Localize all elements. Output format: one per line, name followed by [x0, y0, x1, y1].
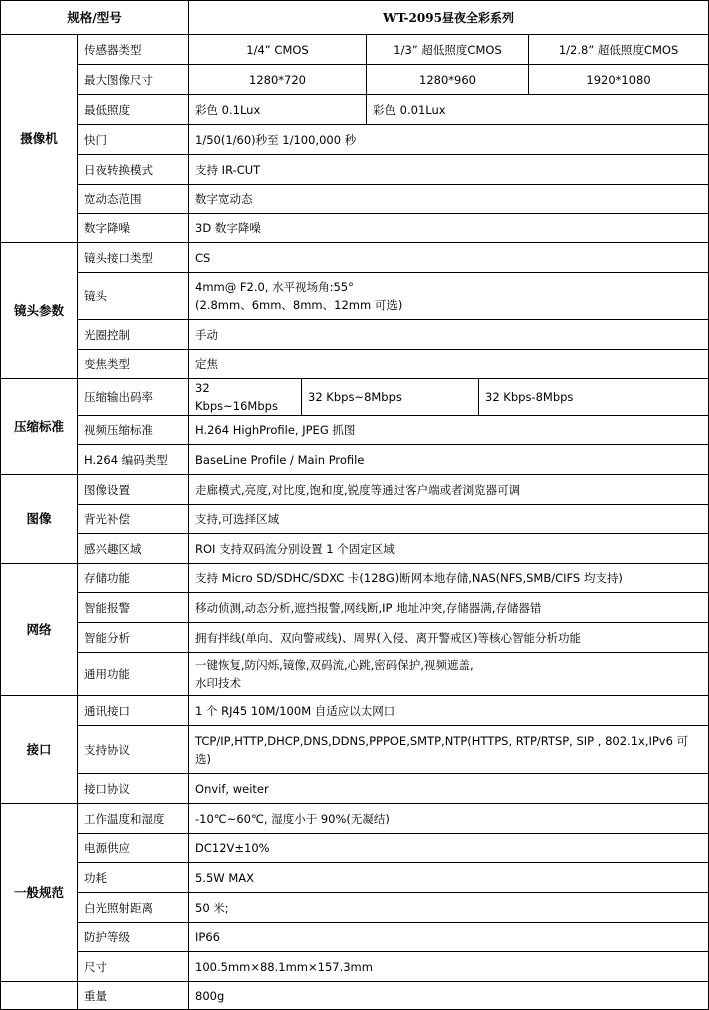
param-value: [189, 653, 709, 696]
table-row: [1, 893, 709, 923]
table-row: [1, 593, 709, 623]
model-name: WT-2095昼夜全彩系列: [189, 1, 709, 35]
param-label: 数字降噪: [78, 214, 189, 243]
param-value: 100.5mm×88.1mm×157.3mm: [189, 952, 709, 982]
category-network: 网络: [1, 564, 78, 696]
table-row: [1, 320, 709, 350]
table-row: [1, 623, 709, 653]
param-label: 光圈控制: [78, 320, 189, 350]
table-row: [1, 155, 709, 185]
param-value: 1/2.8” 超低照度CMOS: [529, 35, 709, 65]
param-value: 数字宽动态: [189, 185, 709, 214]
param-label: 视频压缩标准: [78, 416, 189, 445]
category-lens: 镜头参数: [1, 243, 78, 379]
param-value: 定焦: [189, 350, 709, 379]
param-value: Onvif, weiter: [189, 774, 709, 804]
param-value: 32 Kbps~16Mbps: [189, 379, 302, 416]
param-label: 支持协议: [78, 726, 189, 774]
param-label: 图像设置: [78, 475, 189, 505]
table-row: [1, 379, 709, 416]
param-label: 快门: [78, 125, 189, 155]
table-row: [1, 475, 709, 505]
param-value: 32 Kbps-8Mbps: [479, 379, 709, 416]
param-value: 1/4” CMOS: [189, 35, 367, 65]
param-value: [189, 726, 709, 774]
table-row: [1, 982, 709, 1010]
general-line-1: 一键恢复,防闪烁,镜像,双码流,心跳,密码保护,视频遮盖,: [195, 658, 474, 672]
table-row: [1, 214, 709, 243]
param-value: 1920*1080: [529, 65, 709, 95]
table-row: [1, 564, 709, 593]
param-value: 移动侦测,动态分析,遮挡报警,网线断,IP 地址冲突,存储器满,存储器错: [189, 593, 709, 623]
param-label: 最大图像尺寸: [78, 65, 189, 95]
table-row: [1, 445, 709, 475]
param-label: 传感器类型: [78, 35, 189, 65]
param-value: 1 个 RJ45 10M/100M 自适应以太网口: [189, 696, 709, 726]
param-value: 50 米;: [189, 893, 709, 923]
param-label: 尺寸: [78, 952, 189, 982]
param-value: 走廊模式,亮度,对比度,饱和度,锐度等通过客户端或者浏览器可调: [189, 475, 709, 505]
param-label: 防护等级: [78, 923, 189, 952]
table-row: [1, 125, 709, 155]
param-value: IP66: [189, 923, 709, 952]
param-value: 3D 数字降噪: [189, 214, 709, 243]
param-value: 32 Kbps~8Mbps: [302, 379, 479, 416]
table-row: [1, 774, 709, 804]
param-value: 1280*960: [367, 65, 529, 95]
protocol-line-2: 选): [195, 751, 212, 766]
param-value: H.264 HighProfile, JPEG 抓图: [189, 416, 709, 445]
param-label: 压缩输出码率: [78, 379, 189, 416]
param-value: 1/3” 超低照度CMOS: [367, 35, 529, 65]
category-compression: 压缩标准: [1, 379, 78, 475]
param-label: 功耗: [78, 863, 189, 893]
table-row: [1, 350, 709, 379]
param-value: 800g: [189, 982, 709, 1010]
table-row: [1, 952, 709, 982]
table-row: [1, 273, 709, 320]
table-row: [1, 863, 709, 893]
param-label: 通讯接口: [78, 696, 189, 726]
param-label: 通用功能: [78, 653, 189, 696]
param-label: 电源供应: [78, 834, 189, 863]
category-empty: [1, 982, 78, 1010]
table-row: [1, 95, 709, 125]
param-label: 智能分析: [78, 623, 189, 653]
spec-model-label: 规格/型号: [1, 1, 189, 35]
category-image: 图像: [1, 475, 78, 564]
param-label: 智能报警: [78, 593, 189, 623]
param-value: 彩色 0.1Lux: [189, 95, 367, 125]
param-label: 镜头: [78, 273, 189, 320]
protocol-line-1: TCP/IP,HTTP,DHCP,DNS,DDNS,PPPOE,SMTP,NTP(HTTPS, RTP/RTSP, SIP , 802.1x,IPv6 可: [195, 733, 689, 748]
param-label: 存储功能: [78, 564, 189, 593]
category-interface: 接口: [1, 696, 78, 804]
param-label: 最低照度: [78, 95, 189, 125]
param-value: 1/50(1/60)秒至 1/100,000 秒: [189, 125, 709, 155]
table-row: [1, 35, 709, 65]
table-row: [1, 243, 709, 273]
param-label: 镜头接口类型: [78, 243, 189, 273]
param-label: 日夜转换模式: [78, 155, 189, 185]
param-label: 接口协议: [78, 774, 189, 804]
table-row: [1, 804, 709, 834]
param-value: CS: [189, 243, 709, 273]
param-value: 支持,可选择区域: [189, 505, 709, 534]
param-value: 1280*720: [189, 65, 367, 95]
table-row: [1, 65, 709, 95]
param-label: 白光照射距离: [78, 893, 189, 923]
lens-line-2: (2.8mm、6mm、8mm、12mm 可选): [195, 298, 403, 312]
param-label: 背光补偿: [78, 505, 189, 534]
param-value: DC12V±10%: [189, 834, 709, 863]
param-label: 重量: [78, 982, 189, 1010]
lens-line-1: 4mm@ F2.0, 水平视场角:55°: [195, 280, 354, 294]
param-label: 工作温度和湿度: [78, 804, 189, 834]
param-value: ROI 支持双码流分别设置 1 个固定区域: [189, 534, 709, 564]
param-value: [189, 273, 709, 320]
param-value: 支持 IR-CUT: [189, 155, 709, 185]
table-row: [1, 653, 709, 696]
table-row: [1, 923, 709, 952]
param-value: 支持 Micro SD/SDHC/SDXC 卡(128G)断网本地存储,NAS(NFS,SMB/CIFS 均支持): [189, 564, 709, 593]
param-value: 拥有拌线(单向、双向警戒线)、周界(入侵、离开警戒区)等核心智能分析功能: [189, 623, 709, 653]
param-value: 手动: [189, 320, 709, 350]
table-row: [1, 534, 709, 564]
category-general: 一般规范: [1, 804, 78, 982]
param-label: 变焦类型: [78, 350, 189, 379]
param-value: -10℃~60℃, 湿度小于 90%(无凝结): [189, 804, 709, 834]
param-label: 宽动态范围: [78, 185, 189, 214]
header-row: [1, 1, 709, 35]
table-row: [1, 416, 709, 445]
general-line-2: 水印技术: [195, 676, 242, 690]
param-value: 5.5W MAX: [189, 863, 709, 893]
table-row: [1, 696, 709, 726]
param-label: 感兴趣区域: [78, 534, 189, 564]
param-value: 彩色 0.01Lux: [367, 95, 709, 125]
table-row: [1, 505, 709, 534]
table-row: [1, 726, 709, 774]
param-value: BaseLine Profile / Main Profile: [189, 445, 709, 475]
param-label: H.264 编码类型: [78, 445, 189, 475]
category-camera: 摄像机: [1, 35, 78, 243]
table-row: [1, 185, 709, 214]
table-row: [1, 834, 709, 863]
